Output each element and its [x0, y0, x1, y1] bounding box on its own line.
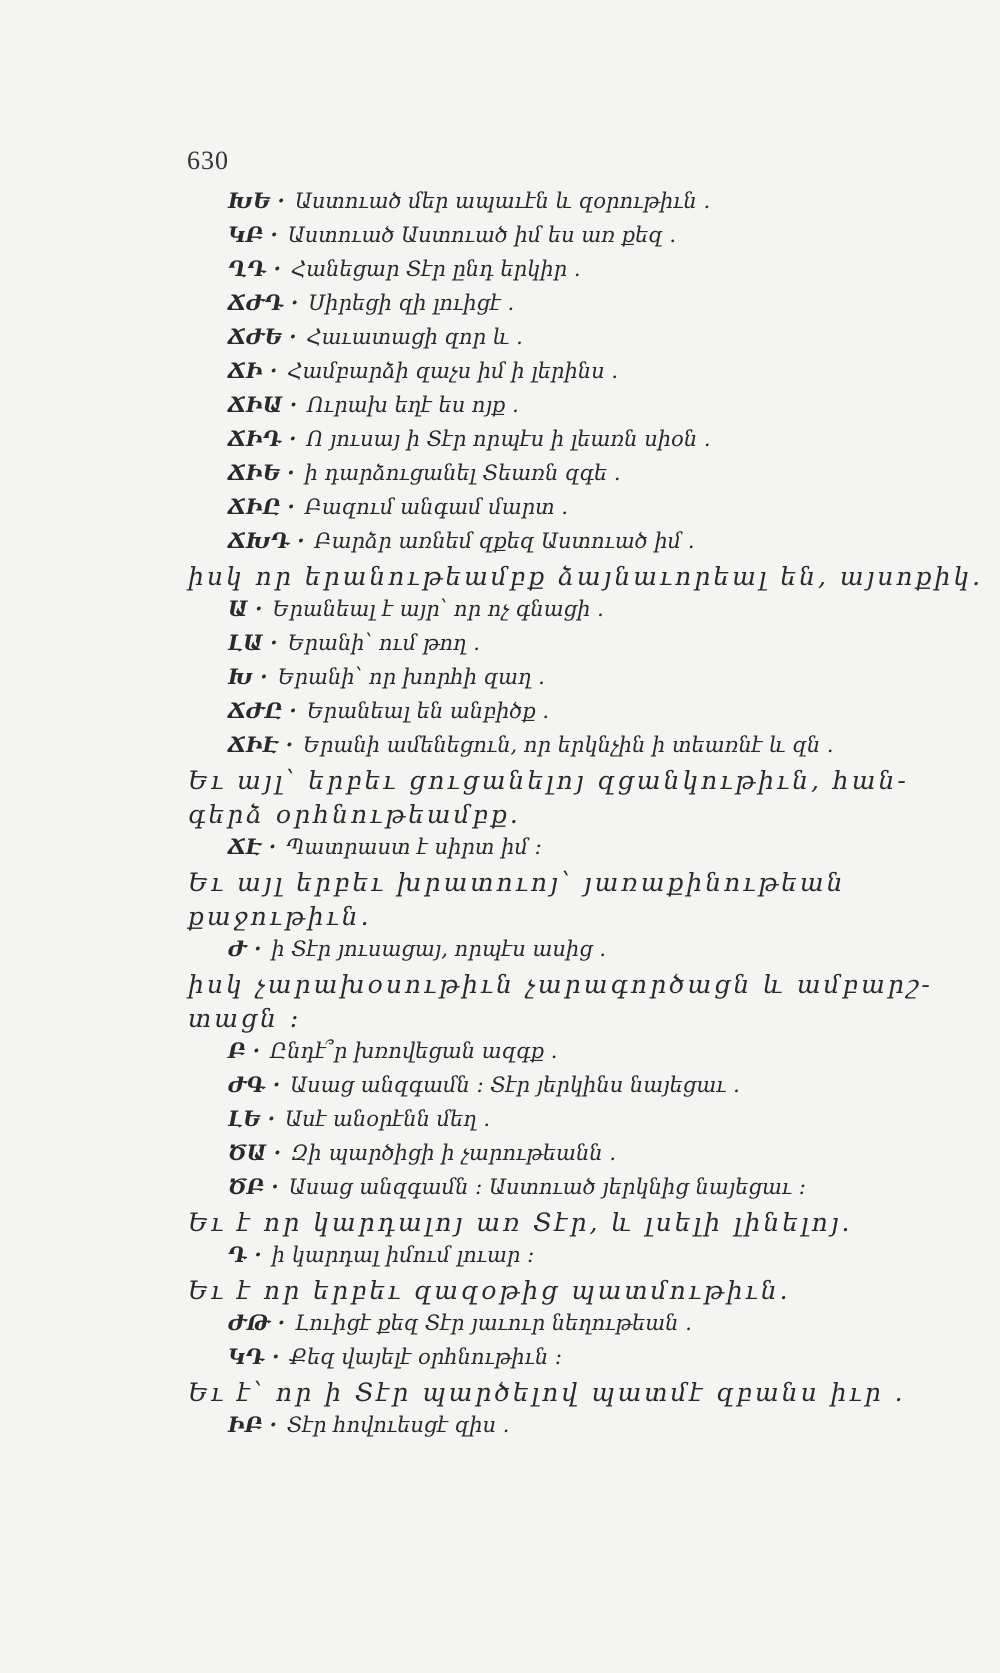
verse-line: [0, 630, 1000, 664]
line-text: Տէր հովուեսցէ զիս .: [286, 1413, 510, 1437]
verse-line: [0, 1310, 1000, 1344]
paragraph-line: [0, 800, 1000, 834]
psalm-number: ՃԺԴ ·: [228, 290, 299, 315]
psalm-number: ՃԺԸ ·: [228, 698, 297, 723]
verse-line: [0, 1106, 1000, 1140]
psalm-number: ԼԵ ·: [228, 1106, 276, 1131]
verse-line: [0, 392, 1000, 426]
psalm-number: ԺԳ ·: [228, 1072, 281, 1097]
paragraph-line: [0, 1004, 1000, 1038]
verse-line: [0, 358, 1000, 392]
paragraph-line: [0, 970, 1000, 1004]
line-text: Երանի՝ ում թող .: [287, 631, 480, 655]
verse-line: [0, 936, 1000, 970]
verse-line: [0, 494, 1000, 528]
verse-line: [0, 222, 1000, 256]
line-text: Երանի՝ որ խորհի զաղ .: [277, 665, 545, 689]
line-text: քաջութիւն.: [188, 902, 372, 931]
paragraph-line: [0, 1208, 1000, 1242]
psalm-number: ՃԽԴ ·: [228, 528, 305, 553]
line-text: Եւ է որ երբեւ զազօթից պատմութիւն.: [188, 1276, 791, 1305]
line-text: տացն ։: [188, 1004, 302, 1033]
page-number: 630: [187, 146, 229, 175]
verse-line: [0, 834, 1000, 868]
psalm-number: ԾԱ ·: [228, 1140, 282, 1165]
psalm-number: ՃԻ ·: [228, 358, 278, 383]
line-text: Համբարձի զաչս իմ ի լերինս .: [287, 359, 619, 383]
verse-line: [0, 1072, 1000, 1106]
verse-line: [0, 426, 1000, 460]
verse-line: [0, 1140, 1000, 1174]
psalm-number: ՃԺԵ ·: [228, 324, 297, 349]
line-text: Աստուած մեր ապաւէն և զօրութիւն .: [294, 189, 711, 213]
verse-line: [0, 1412, 1000, 1446]
line-text: Սիրեցի զի լուիցէ .: [308, 291, 515, 315]
psalm-number: ՃԻԵ ·: [228, 460, 295, 485]
psalm-number: ՃԻԴ ·: [228, 426, 297, 451]
psalm-number: ՃԻԷ ·: [228, 732, 294, 757]
line-text: Ասաց անզգամն ։ Տէր յերկինս նայեցաւ .: [290, 1073, 740, 1097]
psalm-number: ՃԻԱ ·: [228, 392, 298, 417]
verse-line: [0, 290, 1000, 324]
line-text: Բազում անգամ մարտ .: [304, 495, 569, 519]
verse-line: [0, 528, 1000, 562]
psalm-number: ԻԲ ·: [228, 1412, 277, 1437]
verse-line: [0, 324, 1000, 358]
line-text: ի դարձուցանել Տեառն զգե .: [304, 461, 621, 485]
line-text: Եւ այլ՝ երբեւ ցուցանելոյ զցանկութիւն, հան-: [188, 766, 909, 795]
line-text: Ասէ անօրէնն մեղ .: [285, 1107, 491, 1131]
verse-line: [0, 1242, 1000, 1276]
line-text: Եւ է որ կարդալոյ առ Տէր, և լսելի լինելոյ.: [188, 1208, 853, 1237]
line-text: Երանեալ են անբիծք .: [306, 699, 550, 723]
line-text: Հաւատացի զոր և .: [306, 325, 523, 349]
verse-line: [0, 698, 1000, 732]
verse-line: [0, 256, 1000, 290]
verse-line: [0, 460, 1000, 494]
line-text: ի կարդալ իմում լուար ։: [271, 1243, 535, 1267]
line-text: Աստուած Աստուած իմ ես առ քեզ .: [287, 223, 677, 247]
line-text: Հանեցար Տէր ընդ երկիր .: [291, 257, 581, 281]
psalm-number: ԽԵ ·: [228, 188, 285, 213]
psalm-number: ԺԹ ·: [228, 1310, 286, 1335]
line-text: Լուիցէ քեզ Տէր յաւուր նեղութեան .: [295, 1311, 692, 1335]
psalm-number: ՃԷ ·: [228, 834, 277, 859]
verse-line: [0, 664, 1000, 698]
verse-line: [0, 1344, 1000, 1378]
line-text: Ասաց անզգամն ։ Աստուած յերկնից նայեցաւ ։: [288, 1175, 806, 1199]
psalm-number: ԿԴ ·: [228, 1344, 280, 1369]
paragraph-line: [0, 868, 1000, 902]
line-text: Բարձր առնեմ զքեզ Աստուած իմ .: [314, 529, 695, 553]
line-text: Երանեալ է այր՝ որ ոչ գնացի .: [272, 597, 604, 621]
line-text: Քեզ վայելէ օրհնութիւն ։: [289, 1345, 563, 1369]
psalm-number: Բ ·: [228, 1038, 261, 1063]
line-text: Երանի ամենեցուն, որ երկնչին ի տեառնէ և զն .: [303, 733, 834, 757]
line-text: Պատրաստ է սիրտ իմ ։: [286, 835, 542, 859]
line-text: Ուրախ եղէ ես ոյք .: [307, 393, 519, 417]
paragraph-line: [0, 562, 1000, 596]
psalm-number: ՃԻԸ ·: [228, 494, 295, 519]
line-text: իսկ որ երանութեամբք ձայնաւորեալ են, այսոքիկ.: [188, 562, 984, 591]
psalm-number: ԾԲ ·: [228, 1174, 279, 1199]
line-text: ի Տէր յուսացայ, որպէս ասից .: [271, 937, 607, 961]
psalm-number: ՂԴ ·: [228, 256, 281, 281]
psalm-number: Խ ·: [228, 664, 268, 689]
line-text: իսկ չարախօսութիւն չարագործացն և ամբարշ-: [188, 970, 933, 999]
paragraph-line: [0, 1276, 1000, 1310]
verse-line: [0, 1174, 1000, 1208]
line-text: Ընդէ՞ր խռովեցան ազգք .: [270, 1039, 558, 1063]
psalm-number: Ժ ·: [228, 936, 262, 961]
verse-line: [0, 732, 1000, 766]
psalm-number: Դ ·: [228, 1242, 262, 1267]
psalm-number: ԿԲ ·: [228, 222, 278, 247]
line-text: Եւ է՝ որ ի Տէր պարծելով պատմէ զբանս իւր .: [188, 1378, 906, 1407]
paragraph-line: [0, 902, 1000, 936]
psalm-number: Ա ·: [228, 596, 263, 621]
verse-line: [0, 596, 1000, 630]
line-text: գերձ օրհնութեամբք.: [188, 800, 521, 829]
text-body: [0, 188, 1000, 1446]
paragraph-line: [0, 1378, 1000, 1412]
psalm-number: ԼԱ ·: [228, 630, 278, 655]
line-text: Ո յուսայ ի Տէր որպէս ի լեառն սիօն .: [306, 427, 711, 451]
verse-line: [0, 188, 1000, 222]
line-text: Եւ այլ երբեւ խրատուոյ՝ յառաքինութեան: [188, 868, 846, 897]
paragraph-line: [0, 766, 1000, 800]
verse-line: [0, 1038, 1000, 1072]
line-text: Զի պարծիցի ի չարութեանն .: [291, 1141, 616, 1165]
